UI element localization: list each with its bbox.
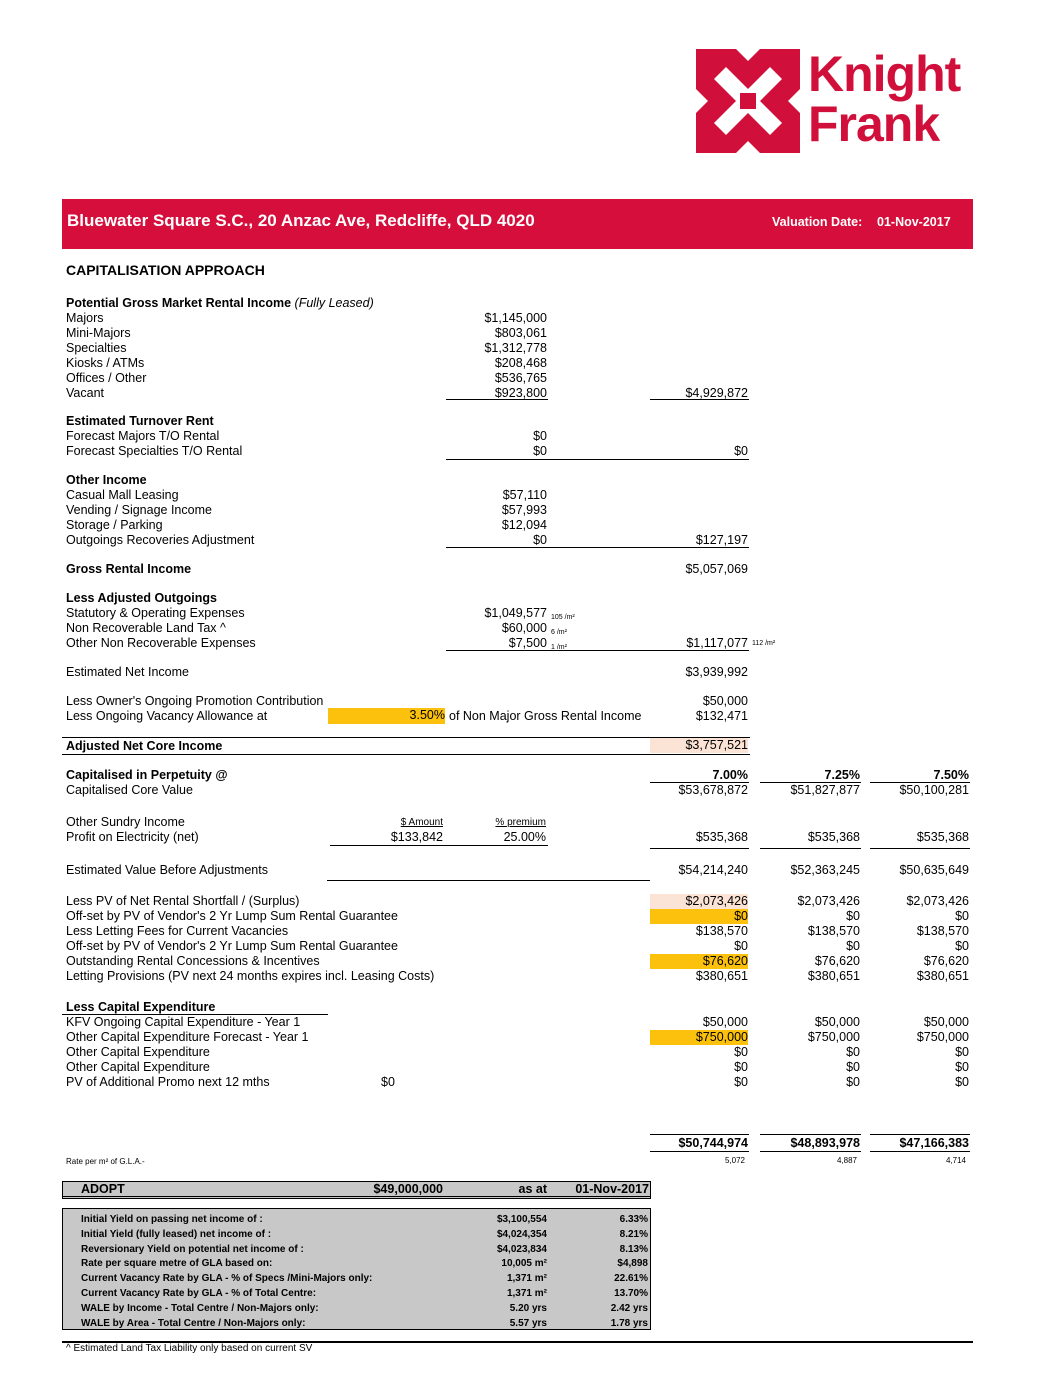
capex-value: $0 <box>955 1060 969 1074</box>
divider <box>446 650 749 651</box>
capex-value: $0 <box>846 1075 860 1089</box>
capex-value: $0 <box>734 1075 748 1089</box>
rate-value-2: 4,887 <box>836 1156 857 1165</box>
summary-box <box>62 1208 651 1330</box>
row-value: $57,993 <box>501 503 547 517</box>
adjustment-label: Less Letting Fees for Current Vacancies <box>66 924 289 938</box>
row-label: Other Non Recoverable Expenses <box>66 636 256 650</box>
core-value-1: $53,678,872 <box>678 783 748 797</box>
row-label: Vacant <box>66 386 104 400</box>
row-label: Forecast Specialties T/O Rental <box>66 444 243 458</box>
divider <box>650 399 749 400</box>
adjustment-labels <box>66 894 434 984</box>
outgoings-total-rate: 112 /m² <box>752 640 776 647</box>
row-label: Mini-Majors <box>66 326 131 340</box>
turnover-heading: Estimated Turnover Rent <box>66 414 214 428</box>
summary-label: Current Vacancy Rate by GLA - % of Total Centre: <box>81 1287 317 1299</box>
summary-label: Initial Yield on passing net income of : <box>81 1214 263 1225</box>
logo-wordmark <box>808 46 961 152</box>
adjustment-value: $138,570 <box>695 924 748 938</box>
capex-value: $0 <box>846 1045 860 1059</box>
divider <box>62 754 750 755</box>
row-rate: 105 /m² <box>551 614 575 621</box>
sundry-label-2: Profit on Electricity (net) <box>66 830 199 844</box>
summary-label: Current Vacancy Rate by GLA - % of Specs /Mini-Majors only: <box>81 1273 373 1285</box>
vacancy-label: Less Ongoing Vacancy Allowance at <box>66 709 268 723</box>
row-label: Casual Mall Leasing <box>66 488 179 502</box>
outgoings-heading: Less Adjusted Outgoings <box>66 591 217 605</box>
row-label: Non Recoverable Land Tax ^ <box>66 621 226 635</box>
sundry-premium-header: % premium <box>495 817 546 828</box>
row-label: Specialties <box>66 341 127 355</box>
divider <box>446 459 749 460</box>
other-income-total: $127,197 <box>695 533 748 547</box>
row-value: $1,049,577 <box>484 606 547 620</box>
adjustment-value: $380,651 <box>807 969 860 983</box>
divider <box>446 547 749 548</box>
adjustment-label: Outstanding Rental Concessions & Incentives <box>66 954 320 968</box>
vacancy-value: $132,471 <box>695 709 748 723</box>
adjusted-net-label: Adjusted Net Core Income <box>66 739 223 753</box>
pgmri-heading-text: Potential Gross Market Rental Income <box>66 296 292 310</box>
adjustment-value[interactable]: $76,620 <box>650 954 748 969</box>
summary-pct: 8.13% <box>619 1243 648 1255</box>
row-value: $0 <box>533 429 547 443</box>
before-adj-2: $52,363,245 <box>790 863 860 877</box>
divider <box>870 1134 970 1135</box>
capex-label: Other Capital Expenditure <box>66 1060 210 1074</box>
rate-per-m2-label: Rate per m² of G.L.A.- <box>66 1157 145 1166</box>
summary-label: Reversionary Yield on potential net income of : <box>81 1243 304 1255</box>
summary-value: 5.20 yrs <box>509 1302 547 1314</box>
divider <box>760 848 861 849</box>
capex-value: $0 <box>955 1075 969 1089</box>
adjustment-value[interactable]: $0 <box>650 909 748 924</box>
cap-rate-2: 7.25% <box>824 768 860 782</box>
row-value: $7,500 <box>508 636 547 650</box>
logo-mark-icon <box>696 49 800 153</box>
adopt-value: $49,000,000 <box>373 1182 443 1196</box>
divider <box>760 1151 861 1152</box>
gross-rental-value: $5,057,069 <box>685 562 748 576</box>
adjustment-label: Off-set by PV of Vendor's 2 Yr Lump Sum Rental Guarantee <box>66 939 398 953</box>
capex-col-2 <box>760 1015 860 1090</box>
capex-value[interactable]: $750,000 <box>650 1030 748 1045</box>
adjustment-value: $0 <box>955 909 969 923</box>
adjustment-value: $2,073,426 <box>797 894 860 908</box>
outgoings-rates <box>551 610 575 655</box>
sundry-premium: 25.00% <box>503 830 546 844</box>
adjustment-value: $138,570 <box>916 924 969 938</box>
promotion-label: Less Owner's Ongoing Promotion Contribution <box>66 694 324 708</box>
logo-line-2: Frank <box>808 96 940 152</box>
divider <box>446 399 548 400</box>
divider <box>327 880 650 881</box>
summary-pct: 8.21% <box>619 1228 648 1240</box>
other-income-values <box>447 488 547 548</box>
adopt-label: ADOPT <box>81 1182 125 1196</box>
summary-labels <box>81 1213 372 1331</box>
promotion-value: $50,000 <box>702 694 748 708</box>
summary-value: $4,023,834 <box>496 1243 547 1255</box>
capex-label: PV of Additional Promo next 12 mths <box>66 1075 270 1089</box>
adjustment-value: $380,651 <box>916 969 969 983</box>
row-label: Storage / Parking <box>66 518 163 532</box>
adjusted-net-value: $3,757,521 <box>650 738 748 753</box>
before-adj-1: $54,214,240 <box>678 863 748 877</box>
summary-label: Initial Yield (fully leased) net income of : <box>81 1228 272 1240</box>
capex-value: $50,000 <box>923 1015 969 1029</box>
adjustment-value: $0 <box>846 909 860 923</box>
adjustment-value: $0 <box>955 939 969 953</box>
row-label: Forecast Majors T/O Rental <box>66 429 220 443</box>
sundry-value-2: $535,368 <box>807 830 860 844</box>
adopt-date: 01-Nov-2017 <box>575 1182 649 1196</box>
adjustment-label: Less PV of Net Rental Shortfall / (Surplus) <box>66 894 300 908</box>
row-value: $0 <box>533 533 547 547</box>
capex-col-1 <box>650 1015 748 1090</box>
divider <box>62 1196 650 1197</box>
summary-pct: 22.61% <box>614 1273 648 1285</box>
pgmri-labels <box>66 311 306 401</box>
divider <box>650 1151 749 1152</box>
summary-label: Rate per square metre of GLA based on: <box>81 1258 273 1270</box>
adjustment-col-2 <box>760 894 860 984</box>
capex-value: $50,000 <box>814 1015 860 1029</box>
adjustment-value: $0 <box>846 939 860 953</box>
other-income-labels <box>66 488 254 548</box>
pgmri-heading-note: (Fully Leased) <box>294 296 374 310</box>
adjustment-value: $76,620 <box>814 954 860 968</box>
turnover-values <box>447 429 547 459</box>
row-value: $208,468 <box>494 356 547 370</box>
adjustment-value: $2,073,426 <box>650 894 748 909</box>
summary-pct: 1.78 yrs <box>610 1317 648 1329</box>
capex-col-3 <box>870 1015 969 1090</box>
adjustment-value: $380,651 <box>695 969 748 983</box>
pgmri-values <box>447 311 547 401</box>
row-label: Statutory & Operating Expenses <box>66 606 245 620</box>
total-value-3: $47,166,383 <box>899 1136 969 1150</box>
turnover-total: $0 <box>734 444 748 458</box>
divider <box>330 845 548 846</box>
row-value: $60,000 <box>501 621 547 635</box>
footnote: ^ Estimated Land Tax Liability only based on current SV <box>66 1343 313 1354</box>
summary-value: $4,024,354 <box>496 1228 547 1240</box>
core-value-2: $51,827,877 <box>790 783 860 797</box>
capex-label: Other Capital Expenditure Forecast - Year 1 <box>66 1030 309 1044</box>
total-value-1: $50,744,974 <box>678 1136 748 1150</box>
capex-label: Other Capital Expenditure <box>66 1045 210 1059</box>
cap-rate-1: 7.00% <box>712 768 748 782</box>
row-rate: 1 /m² <box>551 644 567 651</box>
summary-value: $3,100,554 <box>496 1214 547 1225</box>
approach-title: CAPITALISATION APPROACH <box>66 262 265 278</box>
cap-rate-3: 7.50% <box>933 768 969 782</box>
sundry-label-1: Other Sundry Income <box>66 815 185 829</box>
adjustment-value: $0 <box>734 939 748 953</box>
capex-value: $0 <box>734 1045 748 1059</box>
adopt-asat-label: as at <box>518 1182 547 1196</box>
summary-pcts <box>559 1213 648 1331</box>
outgoings-values <box>447 606 547 651</box>
valuation-date-value: 01-Nov-2017 <box>877 215 951 229</box>
before-adj-label: Estimated Value Before Adjustments <box>66 863 268 877</box>
promo-amount: $0 <box>381 1075 395 1089</box>
row-value: $1,145,000 <box>484 311 547 325</box>
adjustment-value: $76,620 <box>923 954 969 968</box>
row-value: $57,110 <box>502 488 547 502</box>
adjustment-value: $138,570 <box>807 924 860 938</box>
divider <box>760 1134 861 1135</box>
summary-pct: 6.33% <box>619 1214 648 1225</box>
divider <box>650 1134 749 1135</box>
capex-labels <box>66 1015 309 1090</box>
summary-value: 1,371 m² <box>506 1287 547 1299</box>
net-income-label: Estimated Net Income <box>66 665 189 679</box>
summary-value: 10,005 m² <box>501 1258 547 1270</box>
pgmri-total: $4,929,872 <box>685 386 748 400</box>
adjustment-col-3 <box>870 894 969 984</box>
pgmri-heading <box>66 296 374 311</box>
summary-value: 1,371 m² <box>506 1273 547 1285</box>
row-value: $1,312,778 <box>484 341 547 355</box>
before-adj-3: $50,635,649 <box>899 863 969 877</box>
sundry-amount: $133,842 <box>390 830 443 844</box>
sundry-value-3: $535,368 <box>916 830 969 844</box>
header-banner <box>62 199 973 249</box>
summary-value: 5.57 yrs <box>509 1317 547 1329</box>
rate-value-3: 4,714 <box>945 1156 966 1165</box>
summary-label: WALE by Income - Total Centre / Non-Majors only: <box>81 1302 319 1314</box>
row-value: $803,061 <box>494 326 547 340</box>
property-title: Bluewater Square S.C., 20 Anzac Ave, Redcliffe, QLD 4020 <box>67 211 535 230</box>
row-value: $12,094 <box>501 518 547 532</box>
row-label: Offices / Other <box>66 371 147 385</box>
capex-value: $50,000 <box>702 1015 748 1029</box>
capex-heading: Less Capital Expenditure <box>66 1000 216 1014</box>
core-value-3: $50,100,281 <box>899 783 969 797</box>
capex-value: $0 <box>734 1060 748 1074</box>
summary-pct: 2.42 yrs <box>610 1302 648 1314</box>
outgoings-labels <box>66 606 256 651</box>
summary-pct: $4,898 <box>617 1258 648 1270</box>
divider <box>870 848 970 849</box>
vacancy-rate[interactable]: 3.50% <box>328 708 445 724</box>
row-value: $0 <box>533 444 547 458</box>
net-income-value: $3,939,992 <box>685 665 748 679</box>
knight-frank-logo <box>696 46 986 153</box>
summary-values <box>457 1213 547 1331</box>
rate-value-1: 5,072 <box>724 1156 745 1165</box>
vacancy-suffix: of Non Major Gross Rental Income <box>449 709 642 723</box>
capex-value: $750,000 <box>807 1030 860 1044</box>
divider <box>62 737 750 738</box>
row-label: Majors <box>66 311 104 325</box>
row-label: Vending / Signage Income <box>66 503 212 517</box>
other-income-heading: Other Income <box>66 473 147 487</box>
capex-label: KFV Ongoing Capital Expenditure - Year 1 <box>66 1015 301 1029</box>
divider <box>650 848 749 849</box>
summary-pct: 13.70% <box>614 1287 648 1299</box>
capex-value: $0 <box>846 1060 860 1074</box>
row-value: $923,800 <box>494 386 547 400</box>
sundry-amount-header: $ Amount <box>400 817 443 828</box>
capex-value: $750,000 <box>916 1030 969 1044</box>
row-value: $536,765 <box>494 371 547 385</box>
adjustment-label: Letting Provisions (PV next 24 months expires incl. Leasing Costs) <box>66 969 435 983</box>
adjustment-col-1 <box>650 894 748 984</box>
total-value-2: $48,893,978 <box>790 1136 860 1150</box>
logo-line-1: Knight <box>808 46 961 102</box>
capitalised-label: Capitalised in Perpetuity @ <box>66 768 228 782</box>
row-label: Outgoings Recoveries Adjustment <box>66 533 255 547</box>
capex-value: $0 <box>955 1045 969 1059</box>
divider <box>870 1151 970 1152</box>
summary-label: WALE by Area - Total Centre / Non-Majors only: <box>81 1317 306 1329</box>
valuation-date-label: Valuation Date: <box>772 215 863 229</box>
row-rate: 6 /m² <box>551 629 567 636</box>
row-label: Kiosks / ATMs <box>66 356 145 370</box>
core-value-label: Capitalised Core Value <box>66 783 193 797</box>
sundry-value-1: $535,368 <box>695 830 748 844</box>
adjustment-value: $2,073,426 <box>906 894 969 908</box>
gross-rental-label: Gross Rental Income <box>66 562 192 576</box>
turnover-labels <box>66 429 242 459</box>
outgoings-total: $1,117,077 <box>686 636 748 650</box>
adjustment-label: Off-set by PV of Vendor's 2 Yr Lump Sum Rental Guarantee <box>66 909 398 923</box>
